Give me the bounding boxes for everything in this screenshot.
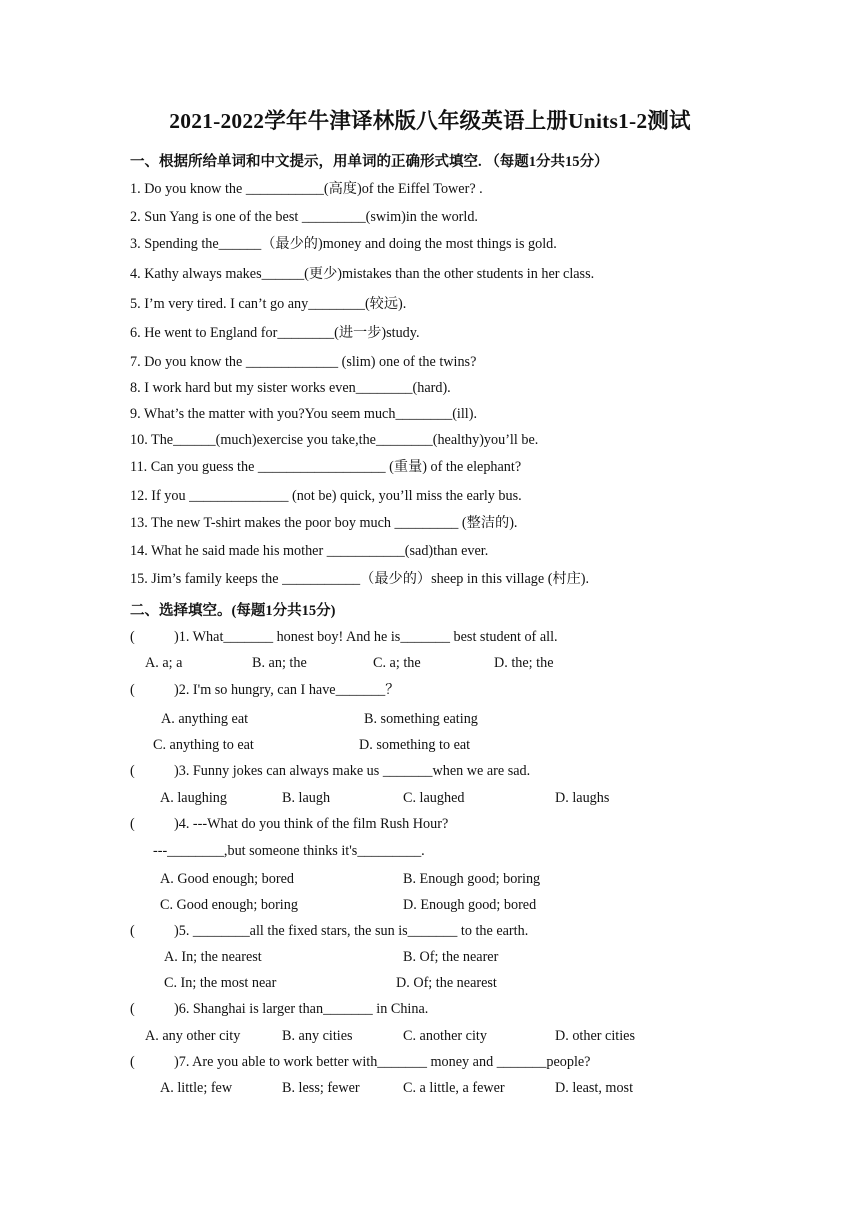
fill-item-7: 7. Do you know the _____________ (slim) one of the twins? <box>130 354 477 370</box>
mc-question-6: ( )6. Shanghai is larger than_______ in China. <box>130 1001 429 1017</box>
fill-item-10: 10. The______(much)exercise you take,the________(healthy)you’ll be. <box>130 432 539 448</box>
mc-option-5d: D. Of; the nearest <box>396 975 497 991</box>
fill-item-5: 5. I’m very tired. I can’t go any________(较远). <box>130 296 407 312</box>
answer-blank: ( <box>130 682 135 698</box>
mc-question-3: ( )3. Funny jokes can always make us _______when we are sad. <box>130 763 531 779</box>
mc-option-4d: D. Enough good; bored <box>403 897 537 913</box>
answer-blank: ( <box>130 816 135 832</box>
answer-blank: ( <box>130 923 135 939</box>
mc-option-7c: C. a little, a fewer <box>403 1080 505 1096</box>
mc-option-2b: B. something eating <box>364 711 478 727</box>
mc-option-4c: C. Good enough; boring <box>160 897 298 913</box>
fill-item-3: 3. Spending the______（最少的)money and doing the most things is gold. <box>130 236 557 252</box>
mc-option-7d: D. least, most <box>555 1080 634 1096</box>
mc-option-4a: A. Good enough; bored <box>160 871 294 887</box>
mc-option-6b: B. any cities <box>282 1028 353 1044</box>
mc-option-3d: D. laughs <box>555 790 610 806</box>
fill-item-2: 2. Sun Yang is one of the best _________(swim)in the world. <box>130 209 478 225</box>
answer-blank: ( <box>130 629 135 645</box>
mc-option-1b: B. an; the <box>252 655 307 671</box>
mc-option-6d: D. other cities <box>555 1028 635 1044</box>
fill-item-12: 12. If you ______________ (not be) quick, you’ll miss the early bus. <box>130 488 522 504</box>
mc-option-5b: B. Of; the nearer <box>403 949 499 965</box>
mc-option-1d: D. the; the <box>494 655 554 671</box>
mc-option-6a: A. any other city <box>145 1028 241 1044</box>
mc-question-4-dialogue: ---________,but someone thinks it's_________. <box>153 843 425 859</box>
answer-blank: ( <box>130 1001 135 1017</box>
section-2-heading: 二、选择填空。(每题1分共15分) <box>130 603 336 619</box>
mc-option-2a: A. anything eat <box>161 711 249 727</box>
fill-item-8: 8. I work hard but my sister works even________(hard). <box>130 380 451 396</box>
mc-option-6c: C. another city <box>403 1028 487 1044</box>
fill-item-6: 6. He went to England for________(进一步)study. <box>130 325 420 341</box>
mc-question-2: ( )2. I'm so hungry, can I have_______？ <box>130 682 400 698</box>
mc-option-3b: B. laugh <box>282 790 331 806</box>
page-title: 2021-2022学年牛津译林版八年级英语上册Units1-2测试 <box>169 109 691 133</box>
mc-question-5: ( )5. ________all the fixed stars, the sun is_______ to the earth. <box>130 923 529 939</box>
fill-item-4: 4. Kathy always makes______(更少)mistakes than the other students in her class. <box>130 266 595 282</box>
mc-option-1c: C. a; the <box>373 655 421 671</box>
mc-option-2d: D. something to eat <box>359 737 471 753</box>
mc-option-4b: B. Enough good; boring <box>403 871 541 887</box>
fill-item-1: 1. Do you know the ___________(高度)of the Eiffel Tower? . <box>130 181 483 197</box>
fill-item-15: 15. Jim’s family keeps the ___________（最少的）sheep in this village (村庄). <box>130 571 590 587</box>
section-1-heading: 一、根据所给单词和中文提示，用单词的正确形式填空. （每题1分共15分） <box>130 154 609 170</box>
mc-option-3c: C. laughed <box>403 790 465 806</box>
fill-item-14: 14. What he said made his mother ___________(sad)than ever. <box>130 543 489 559</box>
fill-item-9: 9. What’s the matter with you?You seem much________(ill). <box>130 406 478 422</box>
fill-item-13: 13. The new T-shirt makes the poor boy much _________ (整洁的). <box>130 515 518 531</box>
fill-item-11: 11. Can you guess the __________________ (重量) of the elephant? <box>130 459 522 475</box>
mc-option-7a: A. little; few <box>160 1080 233 1096</box>
mc-option-1a: A. a; a <box>145 655 183 671</box>
mc-option-3a: A. laughing <box>160 790 227 806</box>
mc-option-5a: A. In; the nearest <box>164 949 262 965</box>
mc-question-1: ( )1. What_______ honest boy! And he is_______ best student of all. <box>130 629 558 645</box>
mc-option-5c: C. In; the most near <box>164 975 277 991</box>
mc-option-2c: C. anything to eat <box>153 737 254 753</box>
mc-question-4: ( )4. ---What do you think of the film Rush Hour? <box>130 816 449 832</box>
mc-option-7b: B. less; fewer <box>282 1080 360 1096</box>
mc-question-7: ( )7. Are you able to work better with_______ money and _______people? <box>130 1054 591 1070</box>
answer-blank: ( <box>130 763 135 779</box>
answer-blank: ( <box>130 1054 135 1070</box>
